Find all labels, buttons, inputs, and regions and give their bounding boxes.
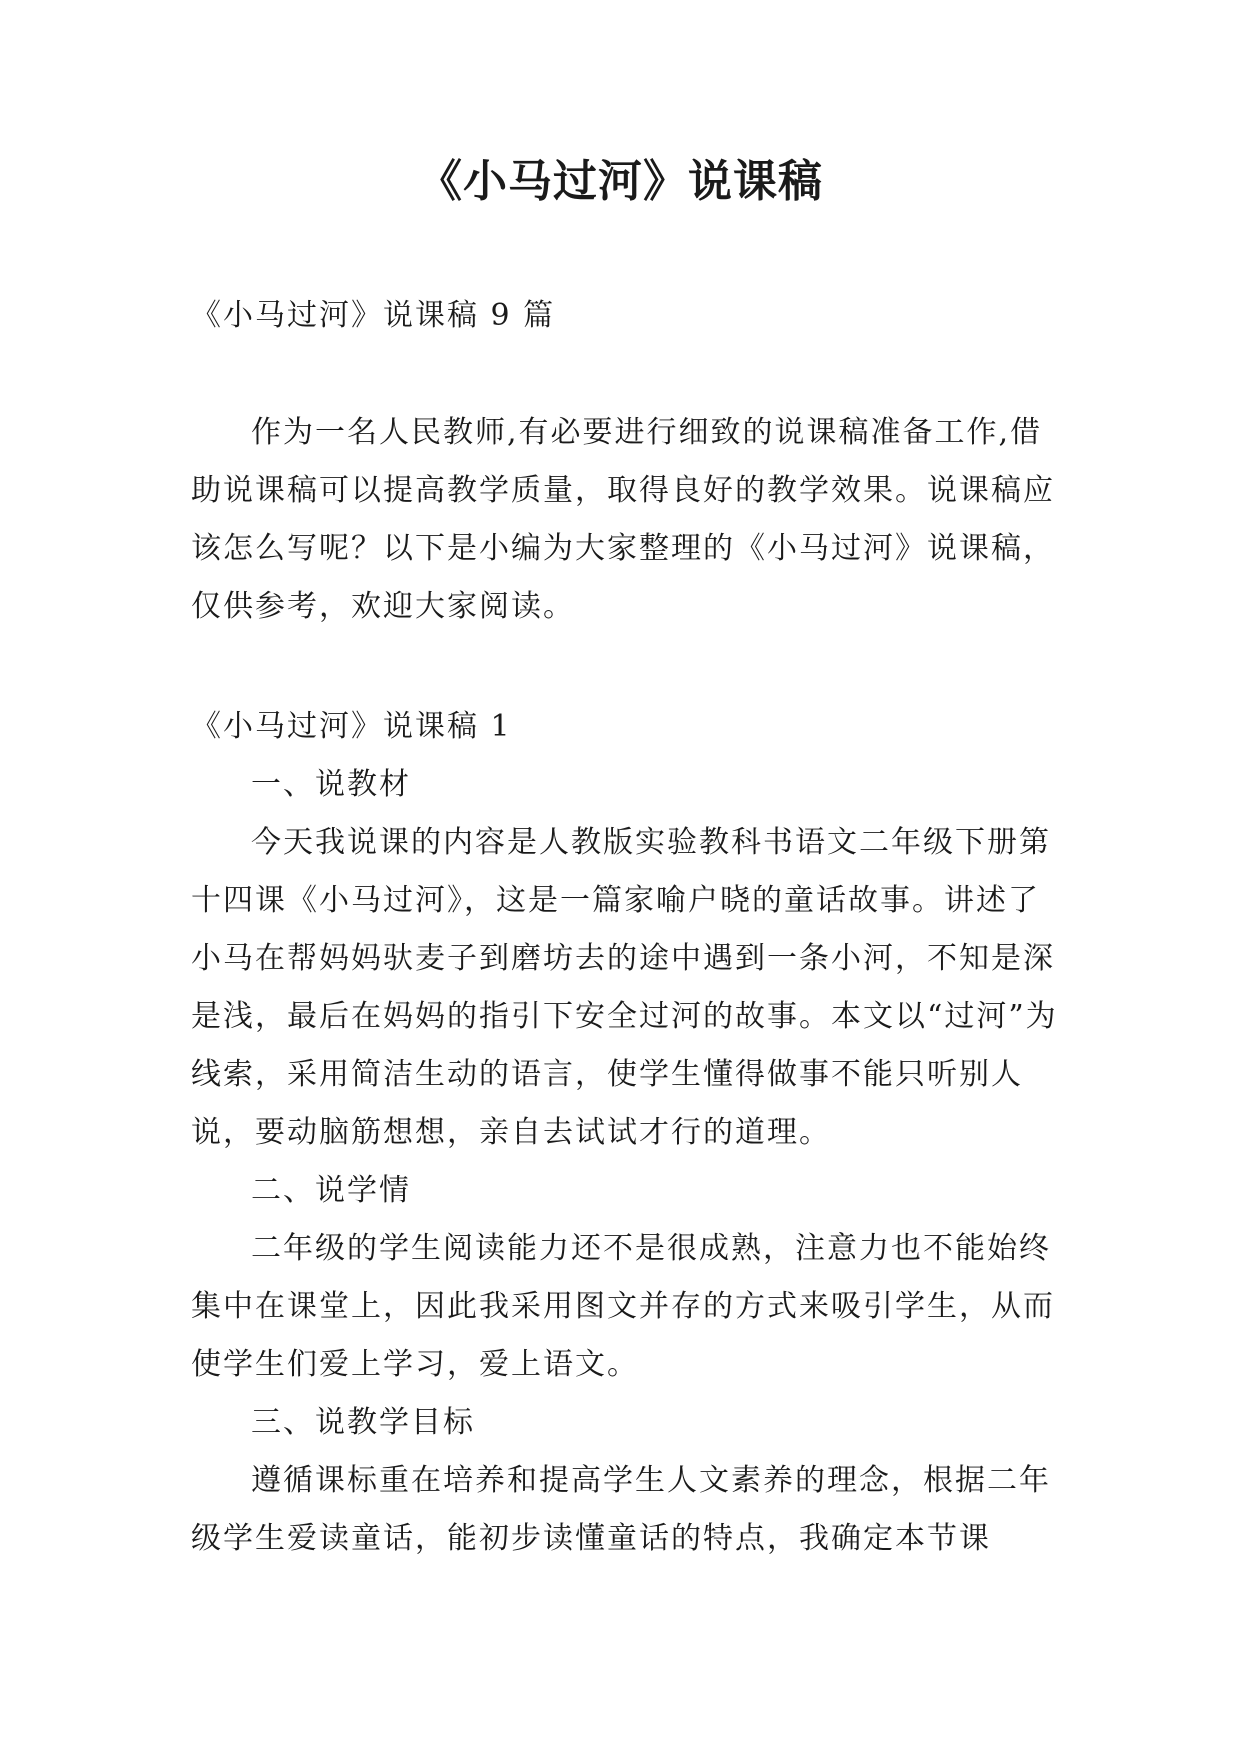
heading-objectives: 三、说教学目标	[251, 1405, 475, 1440]
document-subtitle	[191, 287, 1061, 345]
document-title: 《小马过河》说课稿	[418, 156, 823, 207]
paragraph-objectives: 遵循课标重在培养和提高学生人文素养的理念，根据二年级学生爱读童话，能初步读懂童话的特点，我确定本节课	[191, 1463, 1051, 1556]
intro-paragraph	[191, 404, 1061, 636]
intro-text: 作为一名人民教师,有必要进行细致的说课稿准备工作,借助说课稿可以提高教学质量，取得良好的教学效果。说课稿应该怎么写呢？以下是小编为大家整理的《小马过河》说课稿，仅供参考，欢迎大家阅读。	[191, 415, 1055, 624]
section-title: 《小马过河》说课稿 1	[191, 709, 512, 744]
heading-textbook: 一、说教材	[251, 767, 411, 802]
paragraph-students: 二年级的学生阅读能力还不是很成熟，注意力也不能始终集中在课堂上，因此我采用图文并存的方式来吸引学生，从而使学生们爱上学习，爱上语文。	[191, 1231, 1055, 1382]
paragraph-textbook: 今天我说课的内容是人教版实验教科书语文二年级下册第十四课《小马过河》，这是一篇家喻户晓的童话故事。讲述了小马在帮妈妈驮麦子到磨坊去的途中遇到一条小河，不知是深是浅，最后在妈妈的指引下安全过河的故事。本文以“过河”为线索，采用简洁生动的语言，使学生懂得做事不能只听别人说，要动脑筋想想，亲自去试试才行的道理。	[191, 825, 1058, 1150]
main-content	[191, 698, 1061, 1568]
heading-students: 二、说学情	[251, 1173, 411, 1208]
subtitle-text: 《小马过河》说课稿 9 篇	[191, 298, 556, 333]
